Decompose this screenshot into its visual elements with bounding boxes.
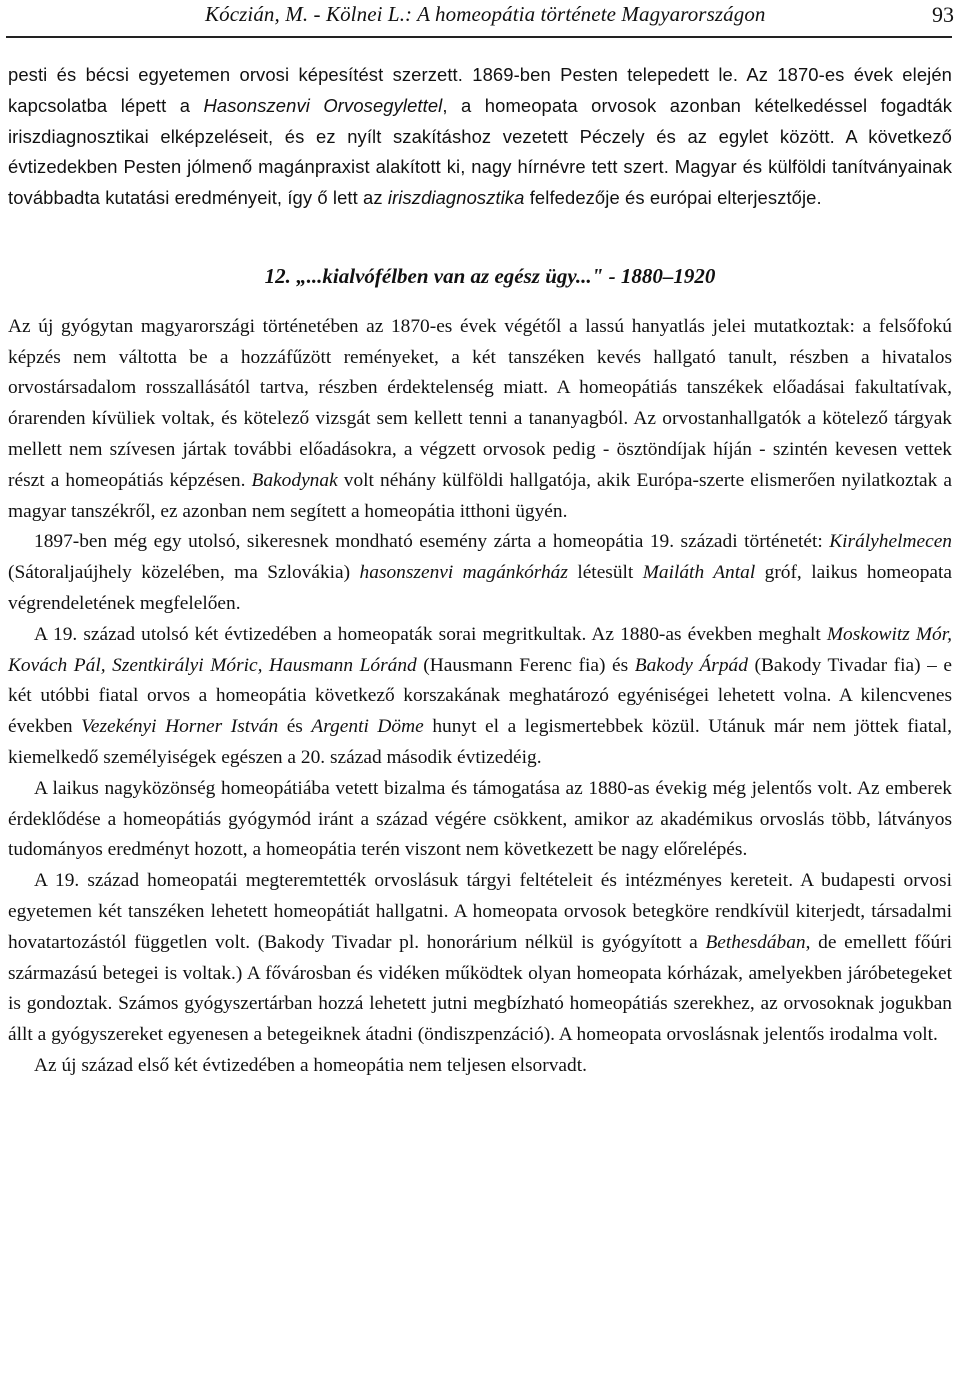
text-run: , de emellett főúri származású betegei is voltak.) A fővárosban és vidéken működtek olyan homeopata kórházak, amelyekben járóbetegeket is gondoztak. Számos gyógyszertárban hozzá lehetett jutni megbízható homeopátiás szerekhez, az orvosoknak jogukban állt a gyógyszereket egyenesen a betegeiknek átadni (öndiszpenzáció). A homeopata orvoslásnak jelentős irodalma volt. <box>8 931 952 1046</box>
page-header <box>0 0 960 40</box>
text-run: Az új gyógytan magyarországi történetében az 1870-es évek végétől a lassú hanyatlás jelei mutatkoztak: a felsőfokú képzés nem váltotta be a hozzáfűzött reményeket, a két tanszéken kevés hallgató tanult, részben a hivatalos orvostársadalom rosszallásától tartva, részben érdektelenség miatt. A homeopátiás tanszékek előadásai fakultatívak, órarenden kívüliek voltak, és kötelező vizsgát sem kellett tenni a tananyagból. Az orvostanhallgatók a kötelező tárgyak mellett nem szívesen jártak további előadásokra, a végzett orvosok pedig - ösztöndíjak híján - szintén kevesen vettek részt a homeopátiás képzésen. <box>8 315 952 491</box>
text-run: hunyt el a legismertebbek közül. Utánuk már nem jöttek fiatal, kiemelkedő személyiségek egészen a 20. század második évtizedéig. <box>8 716 952 768</box>
paragraph: A laikus nagyközönség homeopátiába vetett bizalma és támogatása az 1880-as évekig még jelentős volt. Az emberek érdeklődése a homeopátiás gyógymód iránt a század végére csökkent, amikor az akadémikus orvoslás több, látványos tudományos eredményt hozott, a homeopátia terén viszont nem következett be nagy előrelépés. <box>8 777 952 861</box>
text-run: A 19. század utolsó két évtizedében a homeopaták sorai megritkultak. Az 1880-as években meghalt <box>34 623 827 645</box>
text-run: , a homeopata orvosok azonban kételkedéssel fogadták iriszdiagnosztikai elképzeléseit, és ez nyílt szakításhoz vezetett Péczely és az egylet között. A következő évtizedekben Pesten jólmenő magánpraxist alakított ki, nagy hírnévre tett szert. Magyar és külföldi tanítványainak továbbadta kutatási eredményeit, így ő lett az <box>8 94 952 209</box>
italic-run: Hasonszenvi Orvosegylettel <box>203 94 443 116</box>
text-run: létesült <box>567 562 643 584</box>
italic-run: Bakody Árpád <box>634 654 748 676</box>
text-run: volt néhány külföldi hallgatója, akik Európa-szerte elismerően nyilatkoztak a magyar tanszékről, ez azonban nem segített a homeopátia itthoni ügyén. <box>8 469 953 522</box>
italic-run: hasonszenvi magánkórház <box>359 562 568 584</box>
paragraph <box>8 312 952 528</box>
text-run: és <box>278 716 312 738</box>
text-run: A 19. század homeopatái megteremtették orvoslásuk tárgyi feltételeit és intézményes kereteit. A budapesti orvosi egyetemen két tanszéken lehetett homeopátiát hallgatni. A homeopata orvosok betegköre rendkívül kiterjedt, társadalmi hovatartozástól független volt. (Bakody Tivadar pl. honorárium nélkül is gyógyított a <box>8 870 952 953</box>
running-head: Kóczián, M. - Kölnei L.: A homeopátia története Magyarországon <box>205 2 766 26</box>
text-run: pesti és bécsi egyetemen orvosi képesítést szerzett. 1869-ben Pesten telepedett le. Az 1870-es évek elején kapcsolatba lépett a <box>8 64 952 116</box>
italic-run: Bakodynak <box>251 469 338 491</box>
header-rule <box>6 36 952 38</box>
section-heading: 12. „...kialvófélben van az egész ügy..." - 1880–1920 <box>264 263 716 288</box>
italic-run: Bethesdában <box>705 931 806 953</box>
italic-run: Mailáth Antal <box>642 562 756 584</box>
text-run: (Hausmann Ferenc fia) és <box>416 654 635 676</box>
text-run: (Sátoraljaújhely közelében, ma Szlovákia) <box>8 562 360 584</box>
italic-run: iriszdiagnosztika <box>387 187 525 209</box>
text-run: gróf, laikus homeopata végrendeletének megfelelően. <box>8 562 952 614</box>
paragraph <box>8 60 952 214</box>
body-text <box>8 60 952 1082</box>
text-run: (Bakody Tivadar fia) – e két utóbbi fiatal orvos a homeopátia következő korszakának meghatározó egyéniségei lehetett volna. A kilencvenes években <box>8 654 952 738</box>
italic-run: Királyhelmecen <box>829 531 952 553</box>
italic-run: Moskowitz Mór, Kovách Pál, Szentkirályi Móric, Hausmann Lóránd <box>8 623 952 676</box>
page-number: 93 <box>932 2 954 27</box>
italic-run: Argenti Döme <box>311 716 424 738</box>
paragraph <box>8 866 952 1051</box>
paragraph: Az új század első két évtizedében a homeopátia nem teljesen elsorvadt. <box>34 1054 587 1076</box>
italic-run: Vezekényi Horner István <box>81 716 279 738</box>
text-run: felfedezője és európai elterjesztője. <box>524 187 822 209</box>
paragraph <box>8 620 952 774</box>
text-run: 1897-ben még egy utolsó, sikeresnek mondható esemény zárta a homeopátia 19. századi történetét: <box>34 531 830 553</box>
paragraph <box>8 527 952 619</box>
